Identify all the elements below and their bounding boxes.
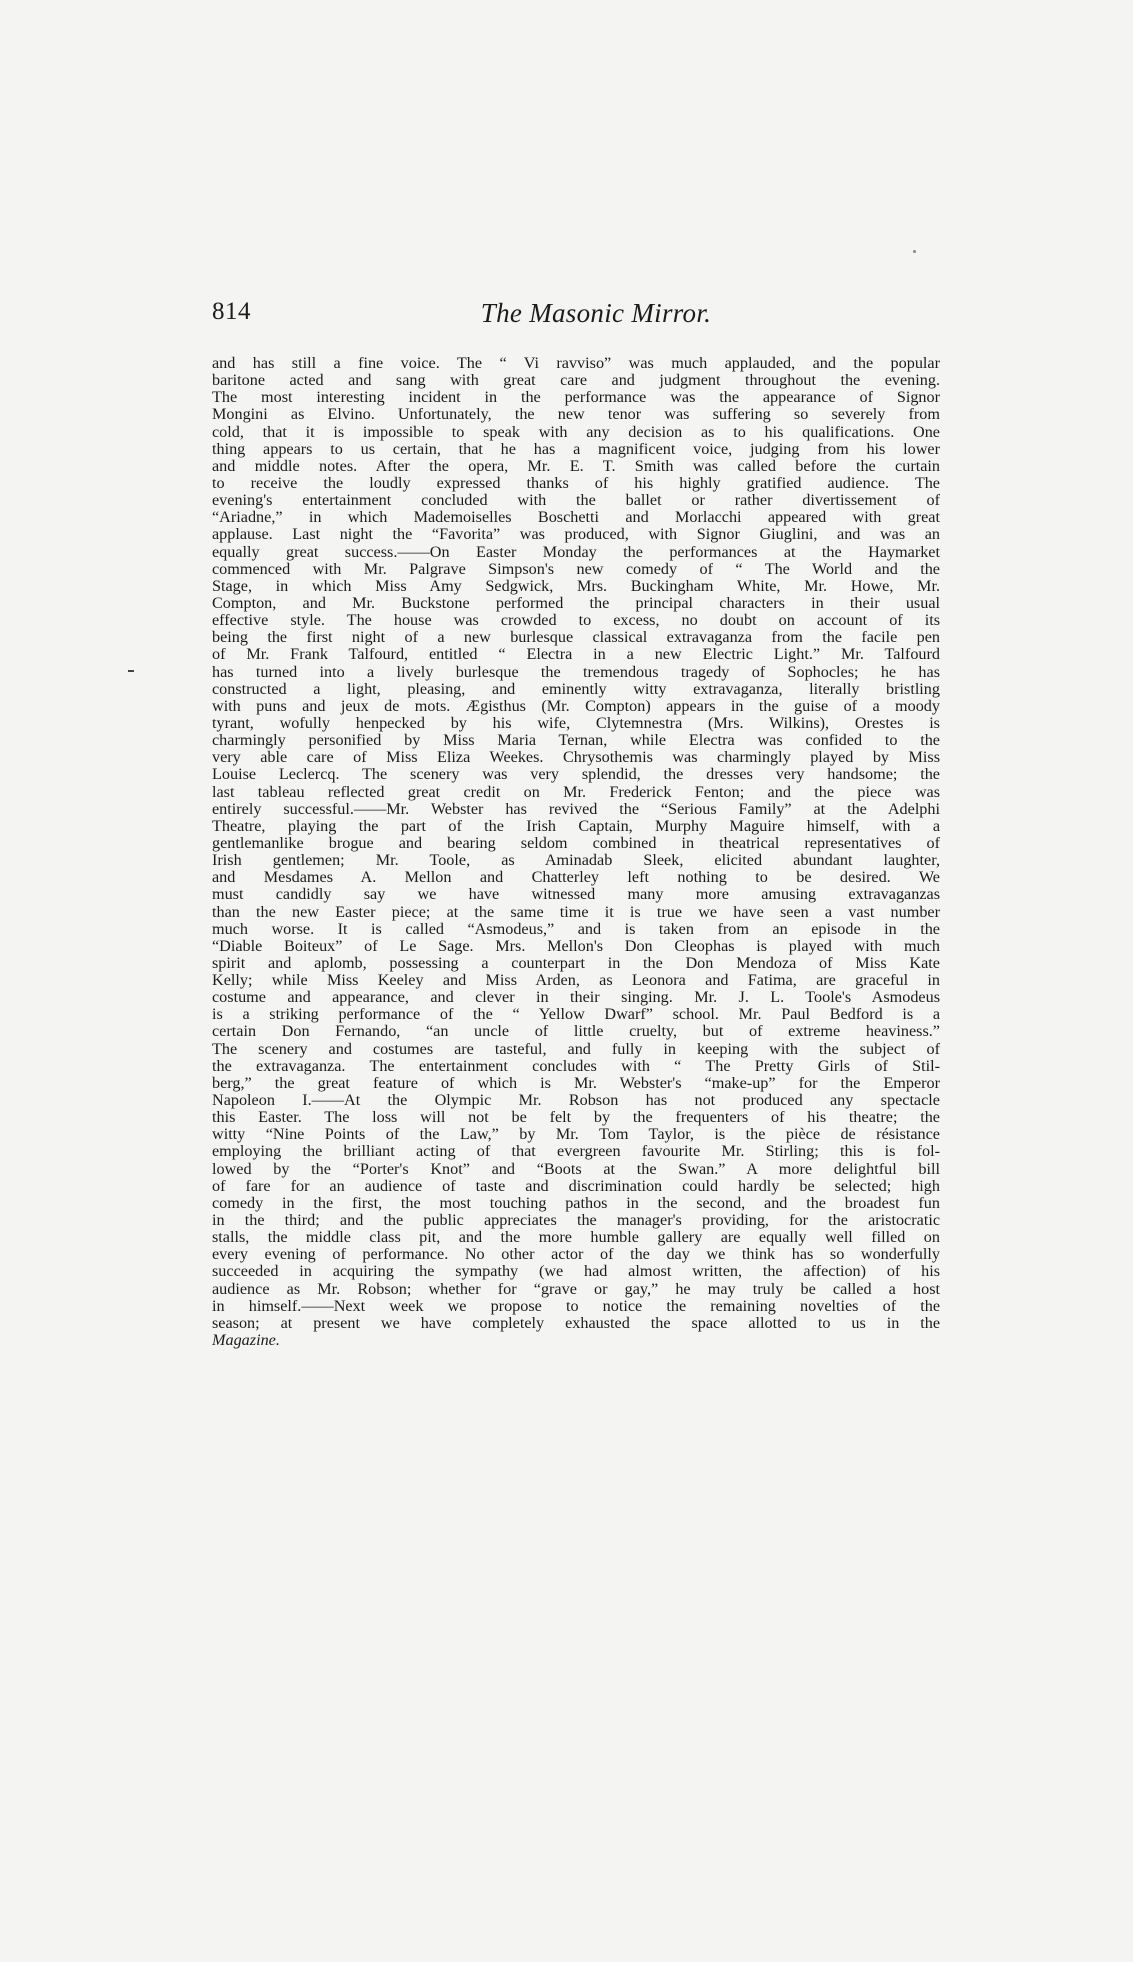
text-line: much worse. It is called “Asmodeus,” and is taken from an episode in the bbox=[212, 920, 940, 938]
text-line: last tableau reflected great credit on Mr. Frederick Fenton; and the piece was bbox=[212, 783, 940, 801]
text-line: season; at present we have completely exhausted the space allotted to us in the bbox=[212, 1314, 940, 1332]
text-line: Louise Leclercq. The scenery was very splendid, the dresses very handsome; the bbox=[212, 766, 940, 784]
text-line: thing appears to us certain, that he has a magnificent voice, judging from his lower bbox=[212, 440, 940, 458]
text-line: stalls, the middle class pit, and the more humble gallery are equally well filled on bbox=[212, 1229, 940, 1247]
page-number: 814 bbox=[212, 298, 251, 325]
text-line: employing the brilliant acting of that evergreen favourite Mr. Stirling; this is fol- bbox=[212, 1143, 940, 1161]
text-line: The scenery and costumes are tasteful, and fully in keeping with the subject of bbox=[212, 1040, 940, 1058]
text-line: certain Don Fernando, “an uncle of little cruelty, but of extreme heaviness.” bbox=[212, 1023, 940, 1041]
text-line: cold, that it is impossible to speak with any decision as to his qualifications. One bbox=[212, 423, 940, 441]
text-line: Kelly; while Miss Keeley and Miss Arden, as Leonora and Fatima, are graceful in bbox=[212, 972, 940, 990]
text-line: the extravaganza. The entertainment concludes with “ The Pretty Girls of Stil- bbox=[212, 1057, 940, 1075]
text-line: in the third; and the public appreciates the manager's providing, for the aristocratic bbox=[212, 1212, 940, 1230]
text-line: witty “Nine Points of the Law,” by Mr. Tom Taylor, is the pièce de résistance bbox=[212, 1126, 940, 1144]
article-body bbox=[212, 355, 940, 1349]
journal-title: The Masonic Mirror. bbox=[480, 298, 712, 328]
text-line: evening's entertainment concluded with the ballet or rather divertissement of bbox=[212, 492, 940, 510]
text-line: Theatre, playing the part of the Irish Captain, Murphy Maguire himself, with a bbox=[212, 817, 940, 835]
text-line: Compton, and Mr. Buckstone performed the principal characters in their usual bbox=[212, 594, 940, 612]
text-line: to receive the loudly expressed thanks of his highly gratified audience. The bbox=[212, 474, 940, 492]
text-line: constructed a light, pleasing, and eminently witty extravaganza, literally bristling bbox=[212, 680, 940, 698]
text-line: spirit and aplomb, possessing a counterpart in the Don Mendoza of Miss Kate bbox=[212, 954, 940, 972]
text-line: comedy in the first, the most touching pathos in the second, and the broadest fun bbox=[212, 1194, 940, 1212]
text-line: lowed by the “Porter's Knot” and “Boots at the Swan.” A more delightful bill bbox=[212, 1160, 940, 1178]
text-line: gentlemanlike brogue and bearing seldom combined in theatrical representatives of bbox=[212, 834, 940, 852]
text-line: tyrant, wofully henpecked by his wife, Clytemnestra (Mrs. Wilkins), Orestes is bbox=[212, 714, 940, 732]
text-line: costume and appearance, and clever in their singing. Mr. J. L. Toole's Asmodeus bbox=[212, 989, 940, 1007]
text-line: Magazine. bbox=[212, 1332, 280, 1350]
text-line: equally great success.——On Easter Monday the performances at the Haymarket bbox=[212, 543, 940, 561]
text-line: very able care of Miss Eliza Weekes. Chrysothemis was charmingly played by Miss bbox=[212, 749, 940, 767]
text-line: entirely successful.——Mr. Webster has revived the “Serious Family” at the Adelphi bbox=[212, 800, 940, 818]
text-line: “Ariadne,” in which Mademoiselles Boschetti and Morlacchi appeared with great bbox=[212, 509, 940, 527]
text-line: and middle notes. After the opera, Mr. E. T. Smith was called before the curtain bbox=[212, 457, 940, 475]
text-line: and has still a fine voice. The “ Vi ravviso” was much applauded, and the popular bbox=[212, 355, 940, 372]
text-line: in himself.——Next week we propose to notice the remaining novelties of the bbox=[212, 1297, 940, 1315]
text-line: audience as Mr. Robson; whether for “grave or gay,” he may truly be called a host bbox=[212, 1280, 940, 1298]
text-line: The most interesting incident in the performance was the appearance of Signor bbox=[212, 389, 940, 407]
text-line: Napoleon I.——At the Olympic Mr. Robson has not produced any spectacle bbox=[212, 1092, 940, 1110]
text-line: charmingly personified by Miss Maria Ternan, while Electra was confided to the bbox=[212, 732, 940, 750]
text-line: of Mr. Frank Talfourd, entitled “ Electra in a new Electric Light.” Mr. Talfourd bbox=[212, 646, 940, 664]
text-line: must candidly say we have witnessed many more amusing extravaganzas bbox=[212, 886, 940, 904]
text-line: Irish gentlemen; Mr. Toole, as Aminadab Sleek, elicited abundant laughter, bbox=[212, 852, 940, 870]
running-head bbox=[212, 298, 940, 338]
text-line: Stage, in which Miss Amy Sedgwick, Mrs. Buckingham White, Mr. Howe, Mr. bbox=[212, 577, 940, 595]
text-line: and Mesdames A. Mellon and Chatterley left nothing to be desired. We bbox=[212, 869, 940, 887]
text-line: this Easter. The loss will not be felt by the frequenters of his theatre; the bbox=[212, 1109, 940, 1127]
text-line: applause. Last night the “Favorita” was produced, with Signor Giuglini, and was an bbox=[212, 526, 940, 544]
margin-mark bbox=[128, 670, 134, 672]
text-line: effective style. The house was crowded to excess, no doubt on account of its bbox=[212, 612, 940, 630]
text-line: commenced with Mr. Palgrave Simpson's new comedy of “ The World and the bbox=[212, 560, 940, 578]
text-line: being the first night of a new burlesque classical extravaganza from the facile pen bbox=[212, 629, 940, 647]
text-line: is a striking performance of the “ Yellow Dwarf” school. Mr. Paul Bedford is a bbox=[212, 1006, 940, 1024]
text-line: berg,” the great feature of which is Mr. Webster's “make-up” for the Emperor bbox=[212, 1074, 940, 1092]
text-line: every evening of performance. No other actor of the day we think has so wonderfully bbox=[212, 1246, 940, 1264]
text-line: with puns and jeux de mots. Ægisthus (Mr. Compton) appears in the guise of a moody bbox=[212, 697, 940, 715]
text-line: of fare for an audience of taste and discrimination could hardly be selected; high bbox=[212, 1177, 940, 1195]
text-line: “Diable Boiteux” of Le Sage. Mrs. Mellon's Don Cleophas is played with much bbox=[212, 937, 940, 955]
text-line: baritone acted and sang with great care and judgment throughout the evening. bbox=[212, 372, 940, 390]
text-line: than the new Easter piece; at the same time it is true we have seen a vast number bbox=[212, 903, 940, 921]
page-speck bbox=[913, 250, 916, 253]
text-line: has turned into a lively burlesque the tremendous tragedy of Sophocles; he has bbox=[212, 663, 940, 681]
text-line: succeeded in acquiring the sympathy (we had almost written, the affection) of his bbox=[212, 1263, 940, 1281]
text-line: Mongini as Elvino. Unfortunately, the new tenor was suffering so severely from bbox=[212, 406, 940, 424]
